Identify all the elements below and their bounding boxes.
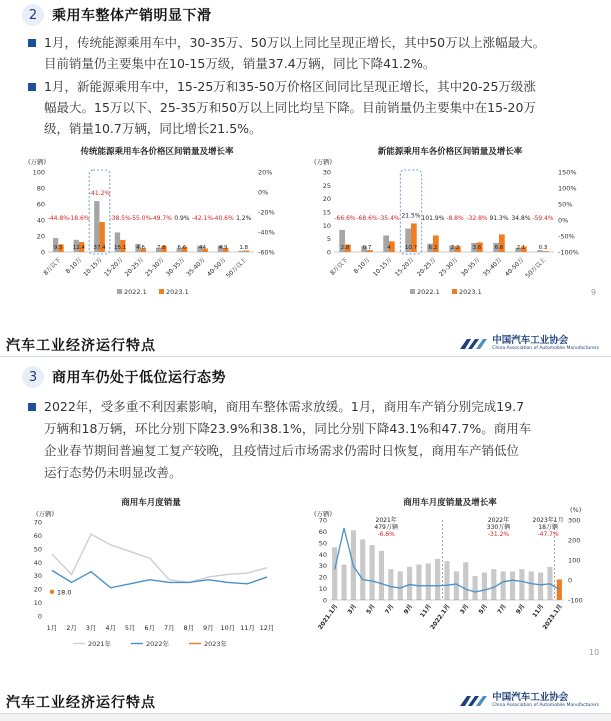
x-tick-label: 2月 xyxy=(66,624,77,632)
value-label: 3.6 xyxy=(472,245,482,251)
y-tick-label: 30 xyxy=(33,572,42,581)
value-label: 15.1 xyxy=(113,245,127,251)
section-banner xyxy=(0,688,611,714)
annotation-growth: -6.6% xyxy=(377,531,395,538)
y-tick-label: 15 xyxy=(322,208,331,217)
x-tick-label: 15-20万 xyxy=(393,256,416,278)
bar-monthly xyxy=(501,571,506,600)
x-tick-label: 7月 xyxy=(383,603,396,616)
value-label: 4.9 xyxy=(218,245,228,251)
section-title: 乘用车整体产销明显下滑 xyxy=(52,8,212,24)
growth-label: -66.6% xyxy=(334,215,356,222)
growth-label: 34.8% xyxy=(511,215,531,222)
y2-tick-label: 50% xyxy=(558,200,573,209)
y-tick-label: 0 xyxy=(322,596,327,605)
growth-label: -44.8% xyxy=(47,215,69,222)
bullet-line: 目前销量仍主要集中在10-15万级，销量37.4万辆，同比下降41.2%。 xyxy=(44,56,436,71)
x-tick-label: 10-15万 xyxy=(82,256,104,278)
x-tick-label: 2021.1月 xyxy=(316,603,340,632)
y-tick-label: 10 xyxy=(318,585,327,594)
x-tick-label: 10月 xyxy=(220,624,236,632)
chart-nev-price-bands xyxy=(312,142,588,300)
chart-title: 商用车月度销量 xyxy=(121,498,181,508)
y-tick-label: 40 xyxy=(36,216,45,225)
bullet-line: 幅最大。15万以下、25-35万和50万以上同比均呈下降。目前销量仍主要集中在15-20万 xyxy=(44,100,536,115)
annotation-label: 2023年1月 xyxy=(532,517,564,524)
legend-label: 2022.1 xyxy=(417,288,440,296)
y-tick-label: 70 xyxy=(318,516,327,525)
page-number: 10 xyxy=(589,648,600,657)
bar-monthly xyxy=(510,571,515,600)
value-label: 10.7 xyxy=(404,245,418,251)
value-label: 9.5 xyxy=(53,245,63,251)
bar-monthly xyxy=(370,545,375,600)
x-tick-label: 4月 xyxy=(105,624,116,632)
bar-monthly xyxy=(444,561,449,600)
value-label: 37.4 xyxy=(93,245,106,251)
bullet-line: 1月，传统能源乘用车中，30-35万、50万以上同比呈现正增长，其中50万以上涨幅最大。 xyxy=(44,35,546,50)
y2-tick-label: 20% xyxy=(258,168,273,177)
y-axis-label: (万辆) xyxy=(36,510,55,518)
y-tick-label: 40 xyxy=(33,558,42,567)
x-tick-label: 8-10万 xyxy=(64,256,84,276)
x-tick-label: 2022.1月 xyxy=(429,603,452,632)
caam-logo xyxy=(458,335,599,352)
x-tick-label: 7月 xyxy=(163,624,175,632)
y-tick-label: 0 xyxy=(40,248,45,257)
bullet-square-icon xyxy=(28,39,36,47)
value-label: 4 xyxy=(387,245,391,251)
bar-monthly xyxy=(473,576,478,600)
y-tick-label: 20 xyxy=(318,573,327,582)
x-tick-label: 8月 xyxy=(183,624,195,632)
series-point-2023 xyxy=(50,590,54,594)
growth-label: -18.6% xyxy=(68,215,90,222)
y-tick-label: 0 xyxy=(37,612,42,621)
logo-text-cn: 中国汽车工业协会 xyxy=(492,692,569,703)
bullet-traditional xyxy=(28,32,598,74)
chart-svg xyxy=(312,142,588,300)
y2-tick-label: -50% xyxy=(558,232,575,241)
y-tick-label: 10 xyxy=(33,599,42,608)
y2-tick-label: 150% xyxy=(558,168,577,177)
value-label: 2.8 xyxy=(340,245,350,251)
bullet-line: 2022年，受多重不利因素影响，商用车整体需求放缓。1月，商用车产销分别完成19.7 xyxy=(44,399,525,414)
legend-label: 2023年 xyxy=(204,640,228,648)
bar-monthly xyxy=(426,563,431,600)
y2-tick-label: 300 xyxy=(568,516,581,525)
x-tick-label: 8-10万 xyxy=(352,256,372,276)
x-tick-label: 3月 xyxy=(85,624,97,632)
banner-title: 汽车工业经济运行特点 xyxy=(6,338,156,354)
y2-tick-label: -40% xyxy=(258,228,275,237)
y-tick-label: 40 xyxy=(318,550,327,559)
legend-swatch-2022 xyxy=(117,289,122,294)
x-tick-label: 9月 xyxy=(402,603,415,616)
bar-monthly xyxy=(463,562,468,600)
x-tick-label: 40-50万 xyxy=(205,256,228,278)
chart-svg xyxy=(26,142,288,300)
x-tick-label: 20-25万 xyxy=(123,256,146,278)
bar-monthly xyxy=(416,565,421,600)
legend-swatch-2023 xyxy=(452,289,457,294)
x-tick-label: 11月 xyxy=(418,603,433,619)
chart-commercial-monthly-growth xyxy=(312,494,588,642)
caam-logo xyxy=(458,692,599,709)
caam-logo-icon xyxy=(458,337,488,351)
y-tick-label: 60 xyxy=(36,200,45,209)
value-label: 1.8 xyxy=(239,245,249,251)
value-label: 12.4 xyxy=(72,245,86,251)
value-label: 2.1 xyxy=(516,245,526,251)
value-label: 7.8 xyxy=(156,245,166,251)
value-label: 44 xyxy=(199,245,206,251)
bullet-line: 1月，新能源乘用车中，15-25万和35-50万价格区间同比呈现正增长，其中20-25万级涨 xyxy=(44,79,536,94)
x-tick-label: 3月 xyxy=(458,603,471,616)
growth-label: 21.5% xyxy=(401,212,421,220)
section-number: 3 xyxy=(22,366,44,388)
y2-tick-label: 100% xyxy=(558,184,577,193)
bar-monthly xyxy=(529,571,534,600)
x-tick-label: 30-35万 xyxy=(459,256,482,278)
bar-monthly xyxy=(332,547,337,600)
y-tick-label: 100 xyxy=(32,168,45,177)
bar-monthly xyxy=(482,573,487,600)
value-label: 6.6 xyxy=(177,245,187,251)
x-tick-label: 25-30万 xyxy=(437,256,460,278)
value-label: 2.2 xyxy=(450,245,460,251)
x-tick-label: 11月 xyxy=(531,603,546,619)
x-tick-label: 50万以上 xyxy=(225,256,249,280)
chart-svg xyxy=(22,494,280,650)
y-axis-label: (万辆) xyxy=(314,510,333,518)
bar-monthly xyxy=(341,565,346,600)
x-tick-label: 3月 xyxy=(346,603,359,616)
chart-title: 传统能源乘用车各价格区间销量及增长率 xyxy=(80,147,234,157)
bullet-square-icon xyxy=(28,403,36,411)
x-tick-label: 9月 xyxy=(203,624,214,632)
annotation-growth: -47.7% xyxy=(537,531,559,538)
y-tick-label: 80 xyxy=(36,184,45,193)
y-tick-label: 20 xyxy=(33,585,42,594)
value-label: 0.3 xyxy=(538,245,548,251)
section-title: 商用车仍处于低位运行态势 xyxy=(52,370,226,386)
x-tick-label: 35-40万 xyxy=(185,256,207,278)
value-label: 4.6 xyxy=(136,245,146,251)
annotation-volume: 330万辆 xyxy=(486,524,511,531)
value-label: 6.2 xyxy=(428,245,438,251)
logo-text-en: China Association of Automobile Manufacturers xyxy=(492,346,599,351)
bullet-line: 企业春节期间普遍复工复产较晚，且疫情过后市场需求仍需时日恢复，商用车产销低位 xyxy=(44,443,520,458)
growth-label: -55.0% xyxy=(130,215,152,222)
x-tick-label: 9月 xyxy=(514,603,527,616)
y-tick-label: 50 xyxy=(318,539,327,548)
value-label: 0.7 xyxy=(362,245,372,251)
legend-label: 2022年 xyxy=(146,640,170,648)
section-3-header xyxy=(22,366,226,388)
bullet-line: 运行态势仍未明显改善。 xyxy=(44,465,182,480)
x-tick-label: 15-20万 xyxy=(102,256,125,278)
x-tick-label: 50万以上 xyxy=(524,256,548,280)
y-tick-label: 20 xyxy=(322,195,331,204)
legend-label: 2023.1 xyxy=(166,288,189,296)
x-tick-label: 7月 xyxy=(496,603,508,616)
bar-2023 xyxy=(543,251,549,252)
y2-tick-label: -20% xyxy=(258,208,275,217)
growth-label: -59.4% xyxy=(532,215,554,222)
bar-monthly xyxy=(519,569,524,600)
x-tick-label: 30-35万 xyxy=(164,256,187,278)
growth-label: -68.6% xyxy=(356,215,378,222)
x-tick-label: 2023.1月 xyxy=(541,603,564,632)
y2-tick-label: -100 xyxy=(568,596,583,605)
bullet-line: 万辆和18万辆，环比分别下降23.9%和38.1%，同比分别下降43.1%和47.7%。商用车 xyxy=(44,421,532,436)
x-tick-label: 6月 xyxy=(144,624,156,632)
y2-tick-label: 100 xyxy=(568,556,581,565)
y-tick-label: 70 xyxy=(33,518,42,527)
growth-label: -40.6% xyxy=(212,215,234,222)
annotation-volume: 479万辆 xyxy=(374,524,398,531)
logo-text-cn: 中国汽车工业协会 xyxy=(492,335,569,346)
bar-monthly xyxy=(538,573,543,600)
annotation-growth: -31.2% xyxy=(487,531,510,538)
annotation-volume: 18万辆 xyxy=(538,524,558,531)
legend-label: 2023.1 xyxy=(459,288,482,296)
x-tick-label: 5月 xyxy=(124,624,136,632)
chart-title: 商用车月度销量及增长率 xyxy=(403,498,497,508)
x-tick-label: 40-50万 xyxy=(503,256,526,278)
bar-monthly xyxy=(491,569,496,600)
growth-label: 0.9% xyxy=(174,215,190,222)
x-tick-label: 10-15万 xyxy=(371,256,394,278)
growth-label: -32.8% xyxy=(466,215,488,222)
bullet-nev xyxy=(28,76,598,139)
growth-label: -42.1% xyxy=(191,215,214,222)
x-tick-label: 8万以下 xyxy=(42,256,63,277)
bar-monthly xyxy=(360,539,365,600)
legend-label: 2022.1 xyxy=(124,288,147,296)
bullet-line: 级，销量10.7万辆，同比增长21.5%。 xyxy=(44,121,262,136)
x-tick-label: 1月 xyxy=(46,624,58,632)
y-axis-label: (万辆) xyxy=(314,158,333,166)
bar-monthly xyxy=(379,551,384,600)
logo-text-en: China Association of Automobile Manufacturers xyxy=(492,703,599,708)
y-tick-label: 30 xyxy=(322,168,331,177)
y2-axis-label: (%) xyxy=(570,506,582,514)
growth-label: 101.9% xyxy=(421,215,445,222)
x-tick-label: 35-40万 xyxy=(481,256,504,278)
chart-svg xyxy=(312,494,588,642)
banner-title: 汽车工业经济运行特点 xyxy=(6,695,156,711)
x-tick-label: 25-30万 xyxy=(144,256,166,278)
value-label: 6.6 xyxy=(494,245,504,251)
y2-tick-label: 0% xyxy=(558,216,569,225)
y2-tick-label: -100% xyxy=(558,248,579,257)
legend-swatch-2023 xyxy=(159,289,164,294)
bullet-commercial xyxy=(28,396,598,484)
legend-swatch-2022 xyxy=(410,289,415,294)
y2-tick-label: -60% xyxy=(258,248,275,257)
caam-logo-icon xyxy=(458,694,488,708)
growth-label: -35.4% xyxy=(378,215,400,222)
x-tick-label: 20-25万 xyxy=(415,256,438,278)
bar-monthly xyxy=(435,559,440,600)
page-number: 9 xyxy=(591,288,597,297)
annotation-label: 2022年 xyxy=(487,517,510,524)
x-tick-label: 11月 xyxy=(240,624,255,632)
chart-traditional-price-bands xyxy=(26,142,288,300)
x-tick-label: 5月 xyxy=(365,603,377,616)
bar-monthly xyxy=(407,567,412,600)
growth-label: 1.2% xyxy=(236,215,252,222)
growth-label: 91.3% xyxy=(489,215,509,222)
annotation-label: 2021年 xyxy=(375,517,397,524)
growth-label: -8.8% xyxy=(446,215,464,222)
growth-label: -49.7% xyxy=(150,215,172,222)
chart-title: 新能源乘用车各价格区间销量及增长率 xyxy=(377,147,523,157)
x-tick-label: 8万以下 xyxy=(329,256,350,277)
bar-monthly xyxy=(398,571,403,600)
y-axis-label: (万辆) xyxy=(28,158,47,166)
x-tick-label: 12月 xyxy=(259,624,275,632)
growth-label: -38.5% xyxy=(109,215,131,222)
section-number: 2 xyxy=(22,4,44,26)
y-tick-label: 25 xyxy=(322,181,331,190)
y-tick-label: 10 xyxy=(322,221,331,230)
bar-monthly xyxy=(388,569,393,600)
section-2-header xyxy=(22,4,212,26)
section-banner xyxy=(0,331,611,357)
x-tick-label: 5月 xyxy=(477,603,490,616)
y-tick-label: 60 xyxy=(33,531,42,540)
y2-tick-label: 0 xyxy=(568,576,573,585)
next-page-strip xyxy=(0,714,611,721)
y-tick-label: 30 xyxy=(318,562,327,571)
bullet-square-icon xyxy=(28,83,36,91)
y-tick-label: 20 xyxy=(36,232,45,241)
series-line-1 xyxy=(52,570,267,587)
bar-monthly xyxy=(557,579,562,600)
y2-tick-label: 0% xyxy=(258,188,269,197)
y-tick-label: 60 xyxy=(318,527,327,536)
y2-tick-label: 200 xyxy=(568,536,581,545)
growth-label: -41.2% xyxy=(88,190,111,198)
chart-commercial-monthly xyxy=(22,494,280,650)
legend-label: 2021年 xyxy=(88,640,112,648)
y-tick-label: 5 xyxy=(326,235,331,244)
y-tick-label: 0 xyxy=(326,248,331,257)
data-label: 18.0 xyxy=(57,588,72,597)
y-tick-label: 50 xyxy=(33,545,42,554)
